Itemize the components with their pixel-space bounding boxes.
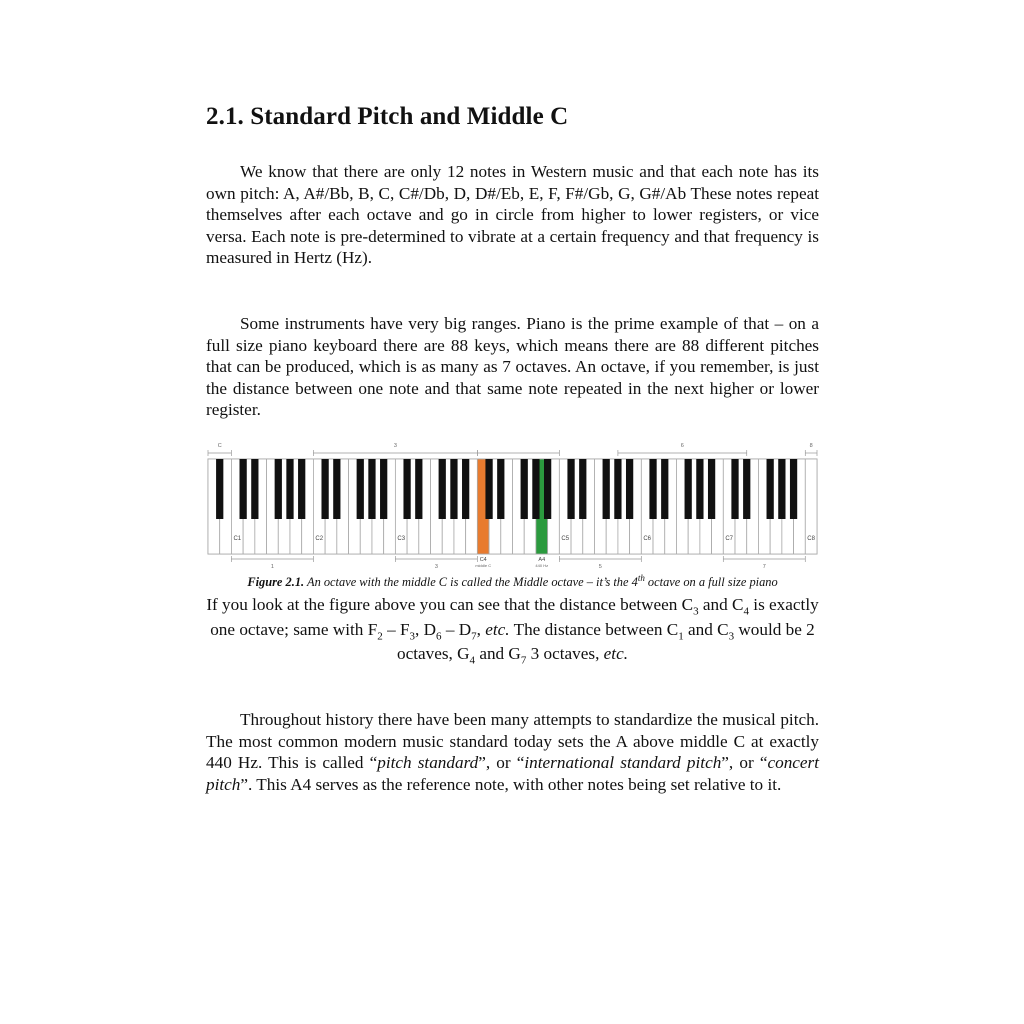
subscript: 4 xyxy=(743,605,749,618)
black-key xyxy=(743,459,750,519)
subscript: 6 xyxy=(436,629,442,642)
text-run: and C xyxy=(698,595,744,614)
black-key xyxy=(450,459,457,519)
black-key xyxy=(614,459,621,519)
black-key xyxy=(579,459,586,519)
black-key xyxy=(626,459,633,519)
middle-c-sublabel: middle C xyxy=(475,563,492,568)
subscript: 3 xyxy=(728,629,735,642)
top-marker-label: 6 xyxy=(680,443,684,449)
bottom-marker-label: 3 xyxy=(434,564,438,570)
middle-c-label: C4 xyxy=(479,557,487,563)
a4-sublabel: 440 Hz xyxy=(535,563,549,568)
octave-markers-bottom xyxy=(231,556,805,570)
subscript: 3 xyxy=(693,605,699,618)
c-key-label: C1 xyxy=(233,536,242,542)
top-marker-label: 8 xyxy=(809,443,813,449)
text-run: , D xyxy=(415,619,437,639)
bottom-marker-label: 7 xyxy=(762,564,766,570)
black-key xyxy=(286,459,293,519)
black-key xyxy=(251,459,258,519)
text-run: – F xyxy=(382,619,410,639)
figure-label: Figure 2.1. xyxy=(247,575,305,590)
text-run: and C xyxy=(683,619,729,639)
top-marker-label: 3 xyxy=(393,443,397,449)
section-heading: 2.1. Standard Pitch and Middle C xyxy=(206,103,569,130)
text-run: would be 2 octaves, G xyxy=(396,619,815,663)
black-key xyxy=(567,459,574,519)
text-run: Throughout history there have been many attempts to standardize the musical pitch. The most common modern music standard today sets the A above middle C at exactly 440 Hz. This is called “ xyxy=(206,710,819,773)
text-run: The distance between C xyxy=(509,619,679,639)
black-key xyxy=(790,459,797,519)
black-key xyxy=(485,459,492,519)
top-marker-label: C xyxy=(217,443,222,449)
black-key xyxy=(649,459,656,519)
c-key-label: C3 xyxy=(397,536,406,542)
black-key xyxy=(731,459,738,519)
black-key xyxy=(403,459,410,519)
caption-text-end: octave on a full size piano xyxy=(644,575,778,590)
text-run: ”. This A4 serves as the reference note, with other notes being set relative to it. xyxy=(240,774,782,794)
black-key xyxy=(521,459,528,519)
black-key xyxy=(275,459,282,519)
text-run: If you look at the figure above you can see that the distance between C xyxy=(206,595,694,614)
octave-markers-top xyxy=(208,443,817,456)
bottom-marker-label: 1 xyxy=(270,564,274,570)
black-key xyxy=(544,459,551,519)
italic-term: concert pitch xyxy=(206,753,820,794)
black-key xyxy=(661,459,668,519)
figure-caption xyxy=(206,573,819,590)
text-run: ”, or “ xyxy=(478,753,525,773)
paragraph-piano-range: Some instruments have very big ranges. Piano is the prime example of that – on a full size piano keyboard there are 88 keys, which means there are 88 different pitches that can be produced, which is as many as 7 octaves. An octave, if you remember, is just the distance between one note and that same note repeated in the next higher or lower register. xyxy=(206,314,819,420)
black-key xyxy=(439,459,446,519)
black-key xyxy=(767,459,774,519)
text-run: – D xyxy=(441,619,472,639)
black-key xyxy=(298,459,305,519)
text-run: is exactly one octave; same with F xyxy=(210,595,819,639)
black-key xyxy=(685,459,692,519)
black-key xyxy=(368,459,375,519)
subscript: 3 xyxy=(409,629,416,642)
piano-keyboard-figure xyxy=(206,438,819,572)
paragraph-standard-pitch xyxy=(206,709,819,795)
c-key-label: C8 xyxy=(807,536,815,542)
subscript: 2 xyxy=(377,629,383,642)
piano-keyboard-illustration xyxy=(206,438,819,572)
black-key xyxy=(380,459,387,519)
text-run: , xyxy=(476,619,486,639)
paragraph-notes: We know that there are only 12 notes in Western music and that each note has its own pitch: A, A#/Bb, B, C, C#/Db, D, D#/Eb, E, F, F#/Gb, G, G#/Ab These notes repeat themselves after each octave and go in circle from higher to lower registers, or vice versa. Each note is pre-determined to vibrate at a certain frequency and that frequency is measured in Hertz (Hz). xyxy=(206,162,819,268)
black-key xyxy=(321,459,328,519)
black-key xyxy=(357,459,364,519)
black-key xyxy=(778,459,785,519)
c-key-label: C6 xyxy=(643,536,652,542)
black-key xyxy=(603,459,610,519)
c-key-label: C7 xyxy=(725,536,733,542)
black-key xyxy=(497,459,504,519)
c-key-label: C2 xyxy=(315,536,324,542)
paragraph-octave-distance xyxy=(206,593,819,667)
italic-term: international standard pitch xyxy=(524,753,722,773)
c-key-label: C5 xyxy=(561,536,570,542)
black-key xyxy=(532,459,539,519)
italic-etc: etc. xyxy=(603,644,629,663)
caption-superscript: th xyxy=(637,573,645,583)
italic-term: pitch standard xyxy=(377,753,479,773)
a4-label: A4 xyxy=(538,557,546,563)
subscript: 7 xyxy=(471,629,477,642)
black-key xyxy=(333,459,340,519)
black-key xyxy=(708,459,715,519)
caption-text: An octave with the middle C is called the Middle octave – it’s the 4 xyxy=(304,575,638,590)
subscript: 7 xyxy=(520,654,527,667)
black-key xyxy=(415,459,422,519)
black-key xyxy=(696,459,703,519)
black-key xyxy=(462,459,469,519)
black-key xyxy=(216,459,223,519)
text-run: ”, or “ xyxy=(721,753,768,773)
black-key xyxy=(240,459,247,519)
subscript: 1 xyxy=(678,629,684,642)
italic-etc: etc. xyxy=(485,619,510,639)
bottom-marker-label: 5 xyxy=(598,564,602,570)
text-run: 3 octaves, xyxy=(526,644,604,663)
text-run: and G xyxy=(475,644,521,663)
subscript: 4 xyxy=(469,654,476,667)
